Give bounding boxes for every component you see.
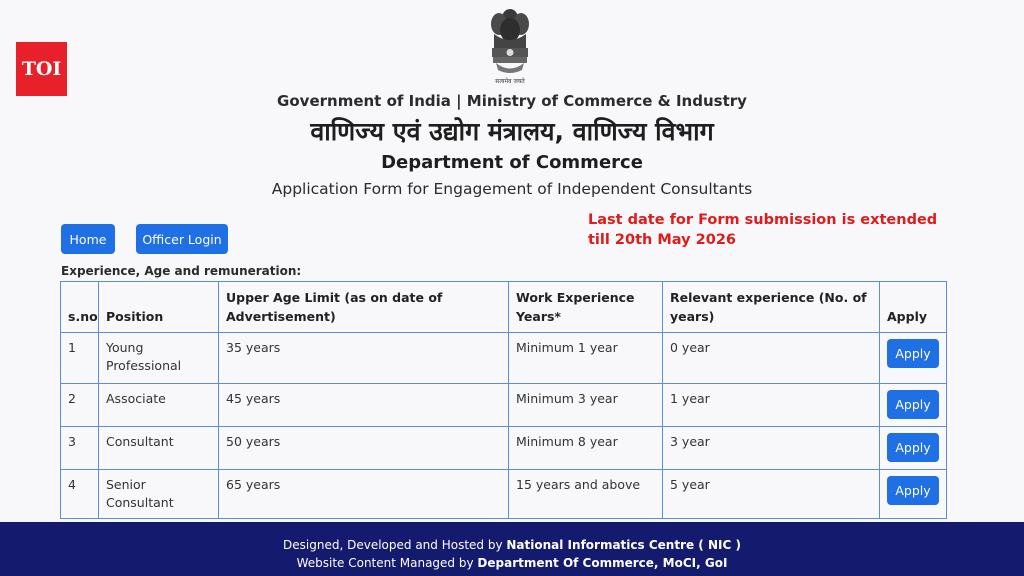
table-row xyxy=(61,333,947,384)
cell-relevant: 5 year xyxy=(663,470,880,519)
cell-age: 35 years xyxy=(219,333,509,384)
apply-button-young-professional[interactable]: Apply xyxy=(887,339,939,368)
cell-age: 50 years xyxy=(219,427,509,470)
cell-position: Consultant xyxy=(99,427,219,470)
table-row xyxy=(61,470,947,519)
table-row xyxy=(61,427,947,470)
home-button[interactable]: Home xyxy=(61,224,115,254)
cell-position: Senior Consultant xyxy=(99,470,219,519)
apply-button-senior-consultant[interactable]: Apply xyxy=(887,476,939,505)
table-row xyxy=(61,384,947,427)
column-header-work-experience: Work Experience Years* xyxy=(509,282,663,333)
cell-sno: 1 xyxy=(61,333,99,384)
section-heading: Experience, Age and remuneration: xyxy=(61,264,302,278)
cell-work: 15 years and above xyxy=(509,470,663,519)
officer-login-button[interactable]: Officer Login xyxy=(136,224,228,254)
footer-hosting-org: National Informatics Centre ( NIC ) xyxy=(506,538,741,552)
footer-hosting-prefix: Designed, Developed and Hosted by xyxy=(283,538,507,552)
toi-logo: TOI xyxy=(16,42,67,96)
footer-content-org: Department Of Commerce, MoCI, GoI xyxy=(477,556,728,570)
cell-position: Associate xyxy=(99,384,219,427)
cell-apply xyxy=(880,333,947,384)
footer-content-line xyxy=(0,556,1024,570)
table-header-row xyxy=(61,282,947,333)
cell-work: Minimum 1 year xyxy=(509,333,663,384)
cell-sno: 2 xyxy=(61,384,99,427)
cell-relevant: 1 year xyxy=(663,384,880,427)
cell-work: Minimum 8 year xyxy=(509,427,663,470)
department-title: Department of Commerce xyxy=(381,152,643,173)
column-header-age-limit: Upper Age Limit (as on date of Advertisement) xyxy=(219,282,509,333)
cell-sno: 3 xyxy=(61,427,99,470)
ministry-title: Government of India | Ministry of Commerce & Industry xyxy=(277,92,747,110)
column-header-relevant-experience: Relevant experience (No. of years) xyxy=(663,282,880,333)
cell-apply xyxy=(880,384,947,427)
site-footer xyxy=(0,522,1024,576)
deadline-notice: Last date for Form submission is extended till 20th May 2026 xyxy=(588,212,938,248)
cell-work: Minimum 3 year xyxy=(509,384,663,427)
ministry-title-hindi: वाणिज्य एवं उद्योग मंत्रालय, वाणिज्य विभाग xyxy=(310,117,714,146)
ashoka-emblem-icon xyxy=(484,4,536,86)
cell-position: Young Professional xyxy=(99,333,219,384)
column-header-apply: Apply xyxy=(880,282,947,333)
cell-relevant: 3 year xyxy=(663,427,880,470)
column-header-sno: s.no xyxy=(61,282,99,333)
column-header-position: Position xyxy=(99,282,219,333)
cell-sno: 4 xyxy=(61,470,99,519)
apply-button-associate[interactable]: Apply xyxy=(887,390,939,419)
cell-apply xyxy=(880,427,947,470)
cell-age: 65 years xyxy=(219,470,509,519)
footer-hosting-line xyxy=(0,538,1024,552)
cell-age: 45 years xyxy=(219,384,509,427)
cell-apply xyxy=(880,470,947,519)
footer-content-prefix: Website Content Managed by xyxy=(296,556,478,570)
form-title: Application Form for Engagement of Independent Consultants xyxy=(271,180,753,198)
positions-table xyxy=(60,281,947,519)
svg-text:सत्यमेव जयते: सत्यमेव जयते xyxy=(495,78,525,85)
apply-button-consultant[interactable]: Apply xyxy=(887,433,939,462)
cell-relevant: 0 year xyxy=(663,333,880,384)
